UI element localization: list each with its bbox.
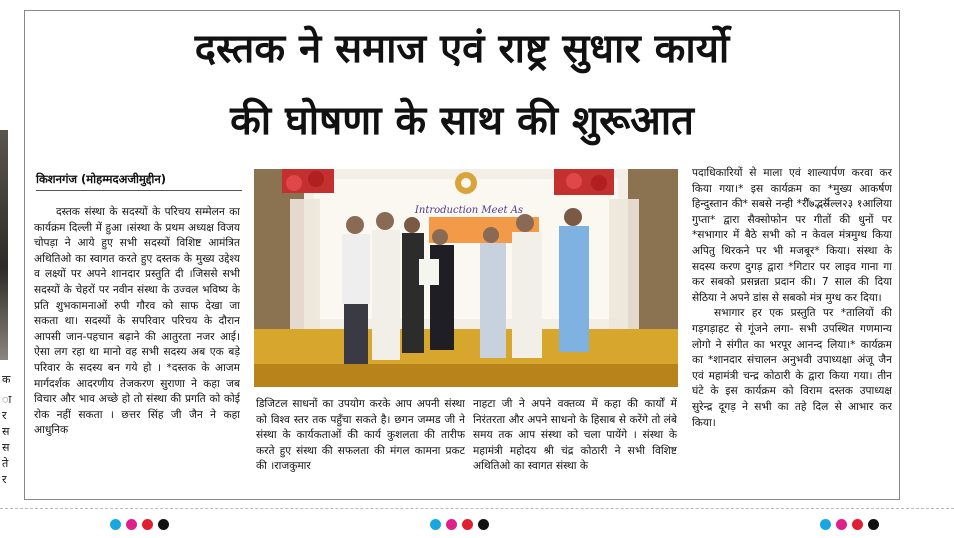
adjacent-text-fragment: ते: [2, 457, 9, 470]
red-dot-icon: [852, 519, 863, 530]
cyan-dot-icon: [820, 519, 831, 530]
article-column-3: [473, 397, 677, 487]
paragraph: पदाधिकारियों से माला एवं शाल्यार्पण करवा कर किया गया।* इस कार्यक्रम का *मुख्य आकर्षण हिन्दुस्तान की* सबसे नन्ही *रीॅ७द्भर्स्रॅल्ल२३ १आलिया गुप्ता* द्वारा सैक्सोफोन पर गीतों की धुनों पर *सभागार में बैठे सभी को न केवल मंत्रमुग्ध किया अपितु थिरकने पर भी मजबूर* किया। संस्था के सदस्य करण दुगड़ द्वारा *गिटार पर लाइव गाना गा कर सबको प्रसन्नता प्रदान की। 7 साल की दिया सेठिया ने अपने डांस से सबको मंत्र मुग्ध कर दिया।: [692, 167, 892, 304]
article-column-1: [34, 205, 240, 485]
registration-marks-left: [110, 515, 174, 529]
registration-marks-center: [430, 515, 494, 529]
paragraph: सभागार हर एक प्रस्तुति पर *तालियों की गड़गड़ाहट से गूंजने लगा- सभी उपस्थित गणमान्य लोगो ने संगीत का भरपूर आनन्द लिया।* कार्यक्रम का *शानदार संचालन अनुभवी उपाध्यक्षा अंजू जैन एवं महामंत्री चन्द्र कोठारी के द्वारा किया गया। तीन घंटे के इस कार्यक्रम को विराम दस्तक उपाध्यक्ष सुरेन्द्र दूगड़ ने सभी का तहे दिल से आभार कर किया।: [692, 307, 892, 429]
cyan-dot-icon: [430, 519, 441, 530]
paragraph: दस्तक संस्था के सदस्यों के परिचय सम्मेलन का कार्यक्रम दिल्ली में हुआ ।संस्था के प्रथम अध्यक्ष विजय चोपड़ा ने आये हुए सभी सदस्यों विशिष्ट आमंत्रित अथितिओ का स्वागत करते हुए दस्तक के मुख्य उद्देश्य व लक्ष्यों पर अपने शानदार प्रस्तुति दी ।जिससे सभी सदस्यों के चेहरों पर नवीन संस्था के उज्वल भविष्य के प्रति शुभकामनाओं रुपी गौरव को साफ देखा जा सकता था। सदस्यों के सपरिवार परिचय के दौरान आपसी जान-पहचान बढ़ाने की आतुरता नजर आई। ऐसा लग रहा था मानो वह सभी सदस्य अब एक बड़े परिवार के सदस्य बन गये हो । *दस्तक के आजम मार्गदर्शक आदरणीय तेजकरण सुराणा ने कहा जब विचार और भाव अच्छे हो तो संस्था की प्रगति को कोई रोक नहीं सकता । छत्तर सिंह जी जैन ने कहा आधुनिक: [34, 206, 240, 437]
adjacent-text-fragment: क: [2, 373, 11, 386]
byline: किशनगंज (मोहम्मदअजीमुद्दीन): [36, 172, 167, 186]
bottom-divider: [0, 508, 954, 509]
adjacent-text-fragment: स: [2, 425, 10, 438]
paragraph: नाहटा जी ने अपने वक्तव्य में कहा की कार्यों में निरंतरता और अपने साधनो के हिसाब से करेंगे तो लंबे समय तक आप संस्था को चला पायेंगे । संस्था के महामंत्री महोदय श्री चंद्र कोठारी ने सभी विशिष्ट अथितिओ का स्वागत संस्था के: [473, 398, 677, 473]
black-dot-icon: [158, 519, 169, 530]
adjacent-text-fragment: ा: [2, 393, 12, 406]
article-column-4: [692, 166, 892, 486]
black-dot-icon: [478, 519, 489, 530]
magenta-dot-icon: [126, 519, 137, 530]
event-photo: [254, 169, 678, 387]
adjacent-photo-edge: [0, 130, 8, 360]
black-dot-icon: [868, 519, 879, 530]
article-column-2: [256, 397, 465, 487]
adjacent-text-fragment: स: [2, 441, 10, 454]
adjacent-text-fragment: र: [2, 473, 7, 486]
headline-line-2: की घोषणा के साथ की शुरूआत: [230, 98, 694, 144]
red-dot-icon: [462, 519, 473, 530]
cyan-dot-icon: [110, 519, 121, 530]
headline-line-1: दस्तक ने समाज एवं राष्ट्र सुधार कार्यो: [194, 26, 730, 72]
banner-text: Introduction Meet As: [414, 205, 524, 216]
paragraph: डिजिटल साधनों का उपयोग करके आप अपनी संस्था को विश्व स्तर तक पहुँचा सकते है। छगन जम्मड जी ने संस्था के कार्यकताओं की कार्य कुशलता की तारीफ करते हुए संस्था की सफलता की मंगल कामना प्रकट की ।राजकुमार: [256, 398, 465, 473]
adjacent-text-fragment: र: [2, 409, 7, 422]
magenta-dot-icon: [836, 519, 847, 530]
event-photo-illustration: [254, 169, 678, 387]
red-dot-icon: [142, 519, 153, 530]
byline-divider: [36, 190, 242, 191]
registration-marks-right: [820, 515, 884, 529]
magenta-dot-icon: [446, 519, 457, 530]
